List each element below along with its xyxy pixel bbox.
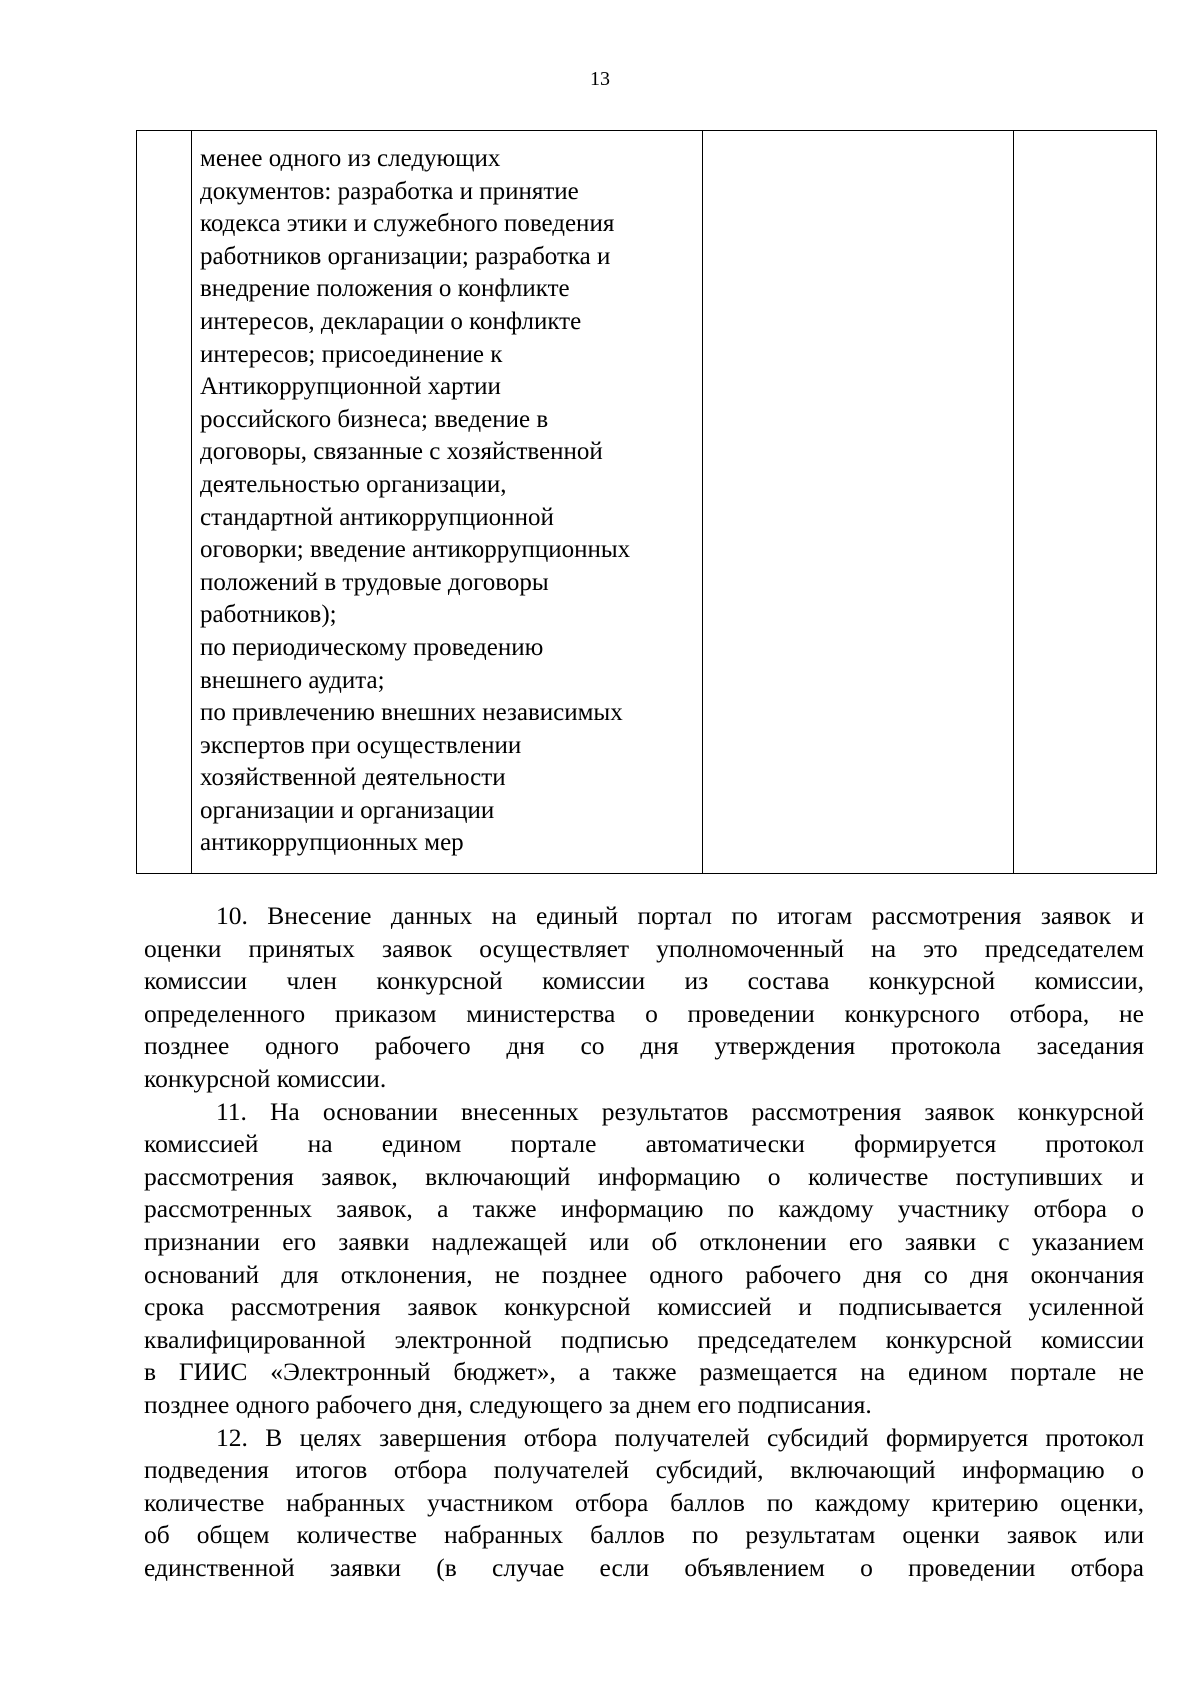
table-text-line: деятельностью организации, — [200, 470, 507, 498]
paragraph-line: рассмотренных заявок, а также информацию по каждому участнику отбора о — [144, 1194, 1144, 1224]
paragraph-line: оценки принятых заявок осуществляет уполномоченный на это председателем — [144, 933, 1144, 963]
paragraph-line: единственной заявки (в случае если объявлением о проведении отбора — [144, 1552, 1144, 1582]
table-text-line: по периодическому проведению — [200, 633, 544, 661]
table-text-line: стандартной антикоррупционной — [200, 503, 554, 531]
table-text-line: хозяйственной деятельности — [200, 764, 506, 792]
table-text-line: российского бизнеса; введение в — [200, 405, 549, 433]
table-text-line: оговорки; введение антикоррупционных — [200, 536, 631, 564]
paragraph-line: срока рассмотрения заявок конкурсной комиссией и подписывается усиленной — [144, 1292, 1144, 1322]
page-number: 13 — [590, 68, 610, 90]
paragraph-line: комиссии член конкурсной комиссии из состава конкурсной комиссии, — [144, 966, 1144, 996]
table-text-line: работников); — [200, 601, 337, 629]
body-text — [144, 900, 1144, 1584]
paragraph-line: позднее одного рабочего дня, следующего за днем его подписания. — [144, 1389, 872, 1419]
table-text-line: менее одного из следующих — [200, 145, 501, 172]
paragraph-line: 10. Внесение данных на единый портал по итогам рассмотрения заявок и — [216, 901, 1144, 930]
paragraph-line: рассмотрения заявок, включающий информацию о количестве поступивших и — [144, 1161, 1144, 1191]
paragraph-line: квалифицированной электронной подписью председателем конкурсной комиссии — [144, 1324, 1144, 1354]
table-text-line: антикоррупционных мер — [200, 829, 464, 857]
paragraph-line: 12. В целях завершения отбора получателей субсидий формируется протокол — [216, 1422, 1144, 1452]
paragraph-line: количестве набранных участником отбора баллов по каждому критерию оценки, — [144, 1487, 1144, 1517]
paragraph-line: позднее одного рабочего дня со дня утверждения протокола заседания — [144, 1031, 1144, 1061]
table-text-line: по привлечению внешних независимых — [200, 699, 623, 727]
paragraph-line: признании его заявки надлежащей или об отклонении его заявки с указанием — [144, 1226, 1144, 1256]
paragraph-line: об общем количестве набранных баллов по результатам оценки заявок или — [144, 1520, 1144, 1550]
table-cell-empty-4 — [1014, 131, 1157, 874]
table-text-line: организации и организации — [200, 796, 495, 824]
table-text-line: интересов, декларации о конфликте — [200, 307, 582, 335]
paragraph-line: в ГИИС «Электронный бюджет», а также размещается на едином портале не — [144, 1357, 1144, 1387]
paragraph-line: подведения итогов отбора получателей субсидий, включающий информацию о — [144, 1455, 1144, 1485]
paragraph-p11 — [144, 1096, 1144, 1422]
table-row — [137, 131, 1157, 874]
table-text-line: внедрение положения о конфликте — [200, 275, 570, 303]
paragraph-line: конкурсной комиссии. — [144, 1063, 387, 1093]
table-text-line: документов: разработка и принятие — [200, 177, 579, 205]
table-cell-empty-3 — [703, 131, 1014, 874]
table-text-line: интересов; присоединение к — [200, 340, 503, 368]
table-cell-number — [137, 131, 192, 874]
table-text-line: договоры, связанные с хозяйственной — [200, 438, 603, 466]
table-text-line: Антикоррупционной хартии — [200, 373, 501, 401]
paragraph-p12 — [144, 1422, 1144, 1585]
table-text-line: экспертов при осуществлении — [200, 731, 522, 759]
table-cell-criteria-text — [192, 131, 703, 874]
paragraph-line: определенного приказом министерства о проведении конкурсного отбора, не — [144, 998, 1144, 1028]
paragraph-line: комиссией на едином портале автоматически формируется протокол — [144, 1129, 1144, 1159]
paragraph-p10 — [144, 900, 1144, 1096]
criteria-table — [136, 130, 1157, 874]
table-text-line: кодекса этики и служебного поведения — [200, 210, 615, 238]
paragraph-line: 11. На основании внесенных результатов рассмотрения заявок конкурсной — [216, 1096, 1144, 1126]
table-text-line: работников организации; разработка и — [200, 242, 611, 270]
table-text-line: положений в трудовые договоры — [200, 568, 549, 596]
paragraph-line: оснований для отклонения, не позднее одного рабочего дня со дня окончания — [144, 1259, 1144, 1289]
table-text-line: внешнего аудита; — [200, 666, 385, 694]
